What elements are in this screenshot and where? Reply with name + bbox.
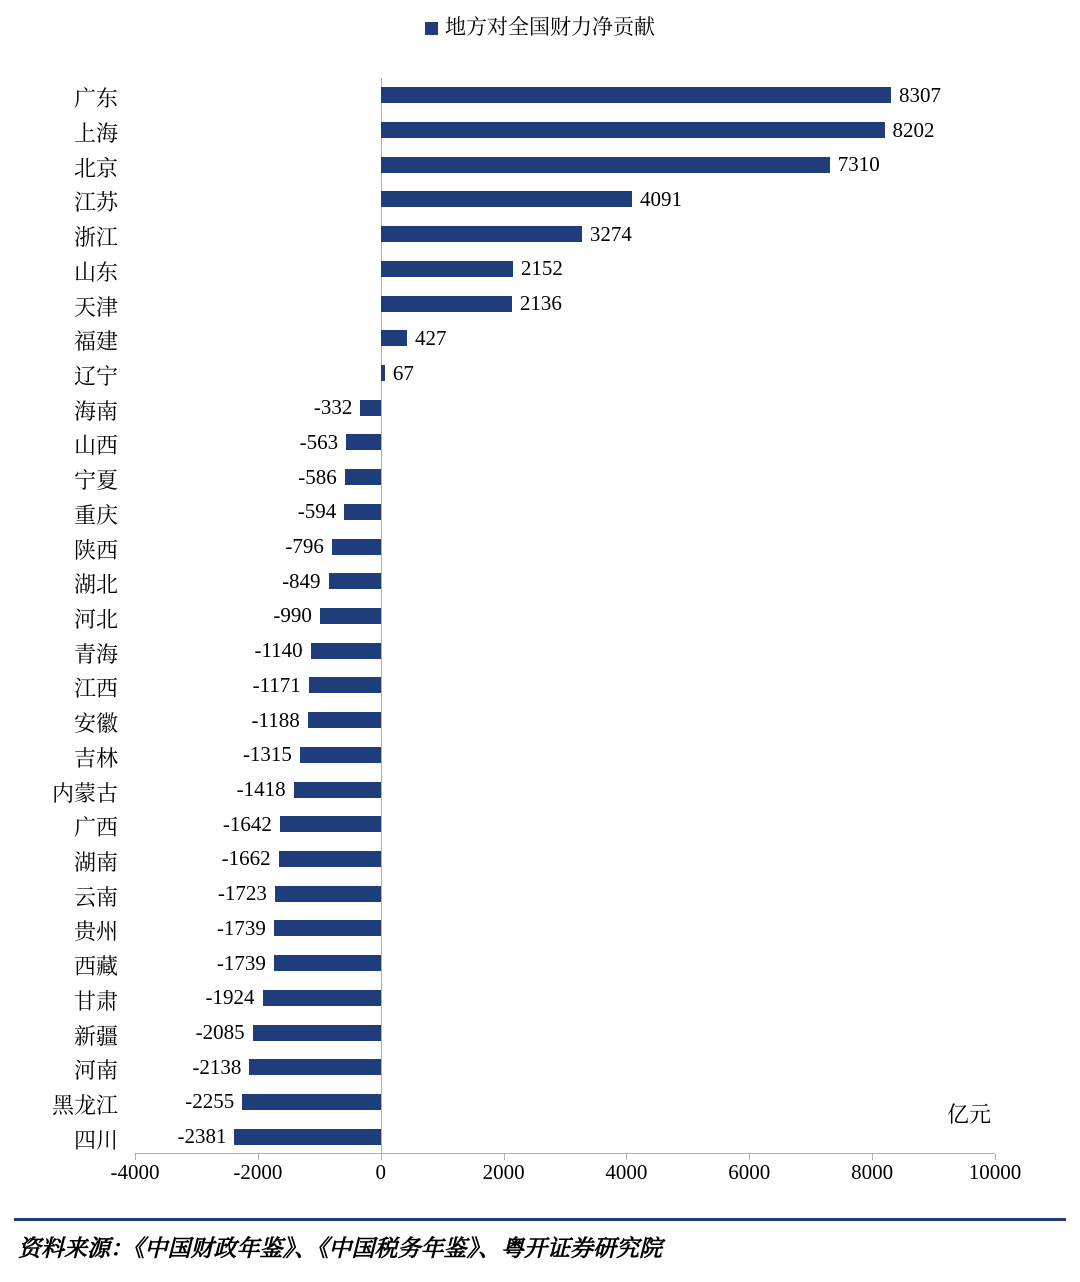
- category-label: 山西: [73, 433, 118, 459]
- category-label: 河北: [73, 606, 118, 632]
- category-label: 湖南: [73, 849, 118, 875]
- category-label: 重庆: [73, 502, 118, 528]
- bar-row: [73, 946, 995, 981]
- bar-row: [73, 1015, 995, 1050]
- x-tick-label: -4000: [110, 1160, 160, 1184]
- value-label: 427: [414, 325, 447, 350]
- category-label: 海南: [73, 398, 118, 424]
- legend-label: 地方对全国财力净贡献: [445, 15, 655, 39]
- bar-row: [73, 425, 995, 460]
- x-tick-label: 2000: [482, 1160, 525, 1184]
- category-label: 福建: [73, 329, 118, 355]
- value-label: -1315: [242, 742, 292, 767]
- category-label: 西藏: [73, 954, 118, 980]
- category-label: 宁夏: [73, 468, 118, 494]
- bar: [274, 920, 381, 936]
- value-label: -1924: [205, 985, 255, 1010]
- bar: [344, 504, 380, 520]
- category-label: 青海: [73, 641, 118, 667]
- bar: [381, 365, 385, 381]
- value-label: 2136: [519, 291, 562, 316]
- footer-divider: [14, 1218, 1066, 1221]
- value-label: -1171: [252, 672, 301, 697]
- bar-row: [73, 460, 995, 495]
- value-label: -2138: [192, 1054, 242, 1079]
- category-label: 广东: [73, 86, 118, 112]
- category-label: 新疆: [73, 1023, 118, 1049]
- bar: [294, 782, 381, 798]
- value-label: 67: [392, 360, 414, 385]
- chart-legend: [0, 14, 1080, 40]
- value-label: -1188: [251, 707, 300, 732]
- bar-row: [73, 113, 995, 148]
- value-label: 8202: [892, 117, 935, 142]
- category-label: 北京: [73, 155, 118, 181]
- category-label: 辽宁: [73, 364, 118, 390]
- bar: [381, 157, 830, 173]
- value-label: -1642: [222, 811, 272, 836]
- bar: [234, 1129, 380, 1145]
- category-label: 河南: [73, 1058, 118, 1084]
- value-label: -2255: [185, 1089, 235, 1114]
- value-label: 8307: [899, 82, 941, 107]
- bar: [332, 539, 381, 555]
- category-label: 内蒙古: [51, 780, 118, 806]
- category-label: 甘肃: [73, 988, 118, 1014]
- bar: [381, 191, 632, 207]
- value-label: -563: [299, 429, 339, 454]
- value-label: -849: [282, 568, 321, 593]
- bar: [360, 400, 380, 416]
- value-label: -1418: [236, 777, 286, 802]
- bar-row: [73, 668, 995, 703]
- value-label: 7310: [837, 152, 880, 177]
- category-label: 江西: [73, 676, 118, 702]
- legend-color-swatch: [425, 22, 438, 35]
- bar: [308, 712, 381, 728]
- bar: [381, 226, 582, 242]
- bar: [381, 261, 513, 277]
- bar: [381, 122, 885, 138]
- value-label: -2085: [195, 1020, 245, 1044]
- category-label: 湖北: [73, 572, 118, 598]
- category-label: 江苏: [73, 190, 118, 216]
- bar-row: [73, 390, 995, 425]
- bar: [381, 87, 891, 103]
- bar-row: [73, 78, 995, 113]
- value-label: -1739: [216, 950, 266, 975]
- category-label: 黑龙江: [51, 1092, 118, 1118]
- bar-row: [73, 564, 995, 599]
- plot-area: [51, 78, 1022, 1184]
- category-label: 陕西: [73, 537, 118, 563]
- category-label: 吉林: [73, 745, 118, 771]
- bar-row: [73, 182, 995, 217]
- bar: [345, 469, 381, 485]
- bar: [346, 434, 381, 450]
- value-label: 3274: [589, 221, 632, 246]
- bar: [275, 886, 381, 902]
- bar-row: [73, 1050, 995, 1085]
- category-label: 山东: [73, 259, 118, 285]
- value-label: -796: [285, 534, 324, 559]
- value-label: -1140: [254, 638, 303, 663]
- x-tick-label: 8000: [851, 1160, 894, 1184]
- bar-row: [73, 807, 995, 842]
- bar: [274, 955, 381, 971]
- bar-row: [73, 356, 995, 391]
- value-label: -1662: [221, 846, 271, 871]
- bar-row: [73, 252, 995, 287]
- value-label: -594: [297, 499, 337, 524]
- category-label: 广西: [73, 815, 118, 841]
- bar: [279, 851, 381, 867]
- value-label: -990: [273, 603, 312, 628]
- category-label: 上海: [73, 121, 118, 147]
- bar: [311, 643, 381, 659]
- value-label: 4091: [640, 186, 683, 211]
- value-label: -1739: [216, 915, 266, 940]
- bar: [320, 608, 381, 624]
- bar: [249, 1059, 380, 1075]
- source-note: 资料来源：《中国财政年鉴》、《中国税务年鉴》、粤开证券研究院: [18, 1236, 662, 1261]
- bar-row: [73, 911, 995, 946]
- bar-row: [73, 980, 995, 1015]
- bar: [329, 573, 381, 589]
- bar: [280, 816, 381, 832]
- category-label: 天津: [73, 294, 118, 320]
- category-label: 四川: [73, 1127, 118, 1153]
- bar-row: [73, 633, 995, 668]
- bar-row: [73, 703, 995, 738]
- bar-row: [51, 1085, 995, 1120]
- bar: [263, 990, 381, 1006]
- bar: [300, 747, 381, 763]
- bar-row: [73, 286, 995, 321]
- bar-row: [73, 737, 995, 772]
- x-tick-label: -2000: [233, 1160, 283, 1184]
- value-label: -332: [313, 395, 353, 420]
- value-label: -586: [298, 464, 337, 489]
- category-label: 安徽: [73, 711, 118, 737]
- bar: [253, 1025, 381, 1041]
- bar: [381, 330, 407, 346]
- bar: [242, 1094, 381, 1110]
- value-label: -1723: [217, 881, 267, 906]
- category-label: 贵州: [73, 919, 118, 945]
- axis-unit-label: 亿元: [946, 1102, 991, 1127]
- bar-row: [73, 217, 995, 252]
- x-tick-label: 4000: [605, 1160, 648, 1184]
- bar: [381, 296, 512, 312]
- x-tick-label: 10000: [968, 1160, 1022, 1184]
- bar-row: [73, 147, 995, 182]
- x-tick-label: 0: [375, 1160, 386, 1184]
- bar-row: [73, 529, 995, 564]
- value-label: 2152: [520, 256, 563, 281]
- category-label: 浙江: [73, 225, 118, 251]
- bar-row: [73, 1119, 995, 1154]
- value-label: -2381: [177, 1124, 227, 1149]
- bar-row: [73, 495, 995, 530]
- category-label: 云南: [73, 884, 118, 910]
- bar: [309, 677, 381, 693]
- bar-row: [51, 772, 995, 807]
- x-tick-label: 6000: [728, 1160, 771, 1184]
- bar-row: [73, 876, 995, 911]
- bar-row: [73, 599, 995, 634]
- bar-row: [73, 321, 995, 356]
- bar-row: [73, 842, 995, 877]
